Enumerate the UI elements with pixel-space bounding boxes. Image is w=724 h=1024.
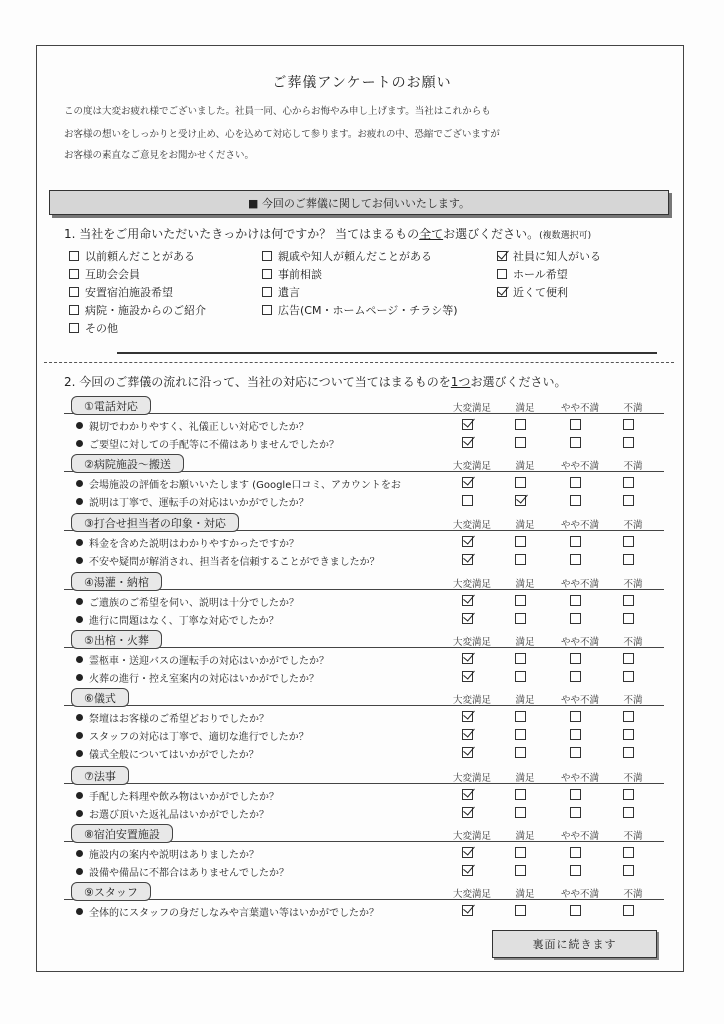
q1-option[interactable] xyxy=(262,284,300,300)
q2-item xyxy=(76,864,289,879)
rating-checkbox[interactable] xyxy=(570,905,581,916)
rating-checkbox[interactable] xyxy=(623,536,634,547)
q2-item xyxy=(76,436,339,451)
column-header: 不満 xyxy=(623,403,643,414)
rating-checkbox[interactable] xyxy=(623,477,634,488)
rating-checkbox[interactable] xyxy=(623,789,634,800)
q2-section-header xyxy=(64,690,664,706)
question-1-emphasis: 全て xyxy=(419,227,444,241)
q2-item-text: 全体的にスタッフの身だしなみや言葉遣い等はいかがでしたか？ xyxy=(89,908,379,919)
q1-option[interactable] xyxy=(69,284,173,300)
rating-checkbox[interactable] xyxy=(623,671,634,682)
rating-checkbox[interactable] xyxy=(623,847,634,858)
column-header: 大変満足 xyxy=(452,695,491,706)
rating-checkbox[interactable] xyxy=(462,419,473,430)
bullet-icon xyxy=(76,422,83,429)
q1-option-label: 以前頼んだことがある xyxy=(85,250,195,263)
q2-item xyxy=(76,728,309,743)
rating-checkbox[interactable] xyxy=(515,729,526,740)
column-header: 大変満足 xyxy=(452,403,491,414)
q2-item xyxy=(76,535,299,550)
q2-item-text: 親切でわかりやすく、礼儀正しい対応でしたか？ xyxy=(89,422,309,433)
column-header: 不満 xyxy=(623,579,643,590)
q2-section-header xyxy=(64,456,664,472)
column-header: 満足 xyxy=(515,637,535,648)
q2-item-text: お選び頂いた返礼品はいかがでしたか？ xyxy=(89,810,269,821)
rating-checkbox[interactable] xyxy=(462,747,473,758)
column-header: 不満 xyxy=(623,831,643,842)
checkbox[interactable] xyxy=(69,269,79,279)
q2-section-header xyxy=(64,574,664,590)
q2-item-text: 手配した料理や飲み物はいかがでしたか？ xyxy=(89,792,279,803)
rating-checkbox[interactable] xyxy=(462,847,473,858)
rating-checkbox[interactable] xyxy=(462,729,473,740)
q2-item xyxy=(76,806,269,821)
bullet-icon xyxy=(76,868,83,875)
question-1-note: (複数選択可) xyxy=(539,231,592,241)
column-header: 大変満足 xyxy=(452,637,491,648)
q2-item-text: 会場施設の評価をお願いいたします (Google口コミ、アカウントをお xyxy=(89,480,401,491)
rating-checkbox[interactable] xyxy=(570,595,581,606)
q2-item xyxy=(76,670,319,685)
rating-checkbox[interactable] xyxy=(462,437,473,448)
q1-option[interactable] xyxy=(262,302,458,318)
q1-option[interactable] xyxy=(262,266,322,282)
rating-checkbox[interactable] xyxy=(462,807,473,818)
q2-section-header xyxy=(64,398,664,414)
q2-item-text: 祭壇はお客様のご希望どおりでしたか？ xyxy=(89,714,269,725)
column-header: やや不満 xyxy=(560,831,599,842)
column-header: 満足 xyxy=(515,520,535,531)
bullet-icon xyxy=(76,732,83,739)
column-header: 大変満足 xyxy=(452,773,491,784)
intro-line-3: お客様の素直なご意見をお聞かせください。 xyxy=(64,150,255,161)
rating-checkbox[interactable] xyxy=(623,711,634,722)
rating-checkbox[interactable] xyxy=(623,554,634,565)
rating-checkbox[interactable] xyxy=(623,419,634,430)
rating-checkbox[interactable] xyxy=(515,419,526,430)
column-header: やや不満 xyxy=(560,579,599,590)
checkbox[interactable] xyxy=(262,269,272,279)
rating-checkbox[interactable] xyxy=(515,653,526,664)
intro-line-1: この度は大変お疲れ様でございました。社員一同、心からお悔やみ申し上げます。当社はこれからも xyxy=(64,106,491,117)
bullet-icon xyxy=(76,539,83,546)
q1-option-label: 安置宿泊施設希望 xyxy=(85,286,173,299)
intro-line-2: お客様の想いをしっかりと受け止め、心を込めて対応して参ります。お疲れの中、恐縮でございますが xyxy=(64,129,500,140)
bullet-icon xyxy=(76,750,83,757)
column-header: 不満 xyxy=(623,695,643,706)
bullet-icon xyxy=(76,908,83,915)
q1-option[interactable] xyxy=(69,248,195,264)
q2-item-text: 霊柩車・送迎バスの運転手の対応はいかがでしたか？ xyxy=(89,656,329,667)
bullet-icon xyxy=(76,792,83,799)
rating-checkbox[interactable] xyxy=(462,905,473,916)
rating-checkbox[interactable] xyxy=(623,807,634,818)
bullet-icon xyxy=(76,674,83,681)
rating-checkbox[interactable] xyxy=(515,613,526,624)
q2-item-text: 料金を含めた説明はわかりやすかったですか？ xyxy=(89,539,299,550)
column-header: 満足 xyxy=(515,831,535,842)
q1-option-label: 近くて便利 xyxy=(513,286,568,299)
section-label: ①電話対応 xyxy=(71,396,151,415)
bullet-icon xyxy=(76,714,83,721)
column-header: やや不満 xyxy=(560,889,599,900)
column-header: 大変満足 xyxy=(452,461,491,472)
continue-on-back-label: 裏面に続きます xyxy=(492,930,657,958)
column-header: 満足 xyxy=(515,889,535,900)
q2-item-text: 火葬の進行・控え室案内の対応はいかがでしたか？ xyxy=(89,674,319,685)
column-header: やや不満 xyxy=(560,403,599,414)
answer-line xyxy=(117,352,657,354)
checkbox[interactable] xyxy=(262,287,272,297)
section-label: ⑧宿泊安置施設 xyxy=(71,824,173,843)
q1-option-label: 互助会会員 xyxy=(85,268,140,281)
column-header: やや不満 xyxy=(560,773,599,784)
rating-checkbox[interactable] xyxy=(515,495,526,506)
q2-section-header xyxy=(64,515,664,531)
q1-option-label: ホール希望 xyxy=(513,268,568,281)
rating-checkbox[interactable] xyxy=(623,747,634,758)
column-header: やや不満 xyxy=(560,520,599,531)
rating-checkbox[interactable] xyxy=(462,536,473,547)
rating-checkbox[interactable] xyxy=(462,865,473,876)
column-header: 満足 xyxy=(515,695,535,706)
q1-option[interactable] xyxy=(69,320,118,336)
q1-option-label: 遺言 xyxy=(278,286,300,299)
column-header: 大変満足 xyxy=(452,520,491,531)
rating-checkbox[interactable] xyxy=(515,477,526,488)
q2-item xyxy=(76,788,279,803)
rating-checkbox[interactable] xyxy=(623,653,634,664)
rating-checkbox[interactable] xyxy=(570,671,581,682)
question-1-text-end: お選びください。 xyxy=(443,227,540,241)
q2-item xyxy=(76,846,259,861)
column-header: やや不満 xyxy=(560,695,599,706)
column-header: 満足 xyxy=(515,773,535,784)
section-label: ④湯灌・納棺 xyxy=(71,572,162,591)
q1-option-label: 病院・施設からのご紹介 xyxy=(85,304,206,317)
rating-checkbox[interactable] xyxy=(515,847,526,858)
rating-checkbox[interactable] xyxy=(462,613,473,624)
rating-checkbox[interactable] xyxy=(570,495,581,506)
q2-section-header xyxy=(64,768,664,784)
q1-option[interactable] xyxy=(69,266,140,282)
rating-checkbox[interactable] xyxy=(570,477,581,488)
rating-checkbox[interactable] xyxy=(515,536,526,547)
rating-checkbox[interactable] xyxy=(570,554,581,565)
rating-checkbox[interactable] xyxy=(462,653,473,664)
q2-item-text: ご遺族のご希望を伺い、説明は十分でしたか？ xyxy=(89,598,299,609)
question-2-text: 2. 今回のご葬儀の流れに沿って、当社の対応について当てはまるものを xyxy=(64,375,451,389)
section-label: ⑨スタッフ xyxy=(71,882,151,901)
q1-option-label: 広告(CM・ホームページ・チラシ等) xyxy=(278,304,458,317)
section-label: ⑤出棺・火葬 xyxy=(71,630,162,649)
column-header: 不満 xyxy=(623,520,643,531)
q2-item xyxy=(76,594,299,609)
q2-item xyxy=(76,612,279,627)
section-label: ⑦法事 xyxy=(71,766,129,785)
rating-checkbox[interactable] xyxy=(515,865,526,876)
bullet-icon xyxy=(76,498,83,505)
checkbox[interactable] xyxy=(69,287,79,297)
rating-checkbox[interactable] xyxy=(462,595,473,606)
column-header: 大変満足 xyxy=(452,831,491,842)
rating-checkbox[interactable] xyxy=(515,789,526,800)
rating-checkbox[interactable] xyxy=(462,711,473,722)
rating-checkbox[interactable] xyxy=(462,671,473,682)
column-header: 大変満足 xyxy=(452,889,491,900)
q2-item xyxy=(76,746,259,761)
bullet-icon xyxy=(76,440,83,447)
column-header: 不満 xyxy=(623,637,643,648)
rating-checkbox[interactable] xyxy=(570,807,581,818)
rating-checkbox[interactable] xyxy=(623,905,634,916)
q2-item xyxy=(76,494,309,509)
bullet-icon xyxy=(76,598,83,605)
q2-item-text: 施設内の案内や説明はありましたか？ xyxy=(89,850,259,861)
column-header: やや不満 xyxy=(560,461,599,472)
q2-item-text: 不安や疑問が解消され、担当者を信頼することができましたか？ xyxy=(89,557,380,568)
rating-checkbox[interactable] xyxy=(570,419,581,430)
rating-checkbox[interactable] xyxy=(462,554,473,565)
question-1-text: 1. 当社をご用命いただいたきっかけは何ですか？ 当てはまるもの xyxy=(64,227,420,241)
rating-checkbox[interactable] xyxy=(515,595,526,606)
rating-checkbox[interactable] xyxy=(623,437,634,448)
bullet-icon xyxy=(76,850,83,857)
q1-option-label: その他 xyxy=(85,322,118,335)
column-header: 不満 xyxy=(623,773,643,784)
q1-option-label: 社員に知人がいる xyxy=(513,250,601,263)
rating-checkbox[interactable] xyxy=(462,495,473,506)
checkbox[interactable] xyxy=(497,251,507,261)
section-label: ③打合せ担当者の印象・対応 xyxy=(71,513,239,532)
bullet-icon xyxy=(76,480,83,487)
column-header: 満足 xyxy=(515,579,535,590)
rating-checkbox[interactable] xyxy=(515,711,526,722)
column-header: 満足 xyxy=(515,461,535,472)
section-label: ②病院施設～搬送 xyxy=(71,454,184,473)
q1-option[interactable] xyxy=(69,302,206,318)
bullet-icon xyxy=(76,616,83,623)
q1-option[interactable] xyxy=(497,266,568,282)
rating-checkbox[interactable] xyxy=(515,671,526,682)
rating-checkbox[interactable] xyxy=(570,711,581,722)
question-2-emphasis: 1つ xyxy=(450,375,471,389)
checkbox[interactable] xyxy=(69,305,79,315)
q2-item-text: 進行に問題はなく、丁寧な対応でしたか？ xyxy=(89,616,279,627)
q2-section-header xyxy=(64,826,664,842)
rating-checkbox[interactable] xyxy=(570,536,581,547)
rating-checkbox[interactable] xyxy=(462,789,473,800)
q2-item-text: 設備や備品に不都合はありませんでしたか？ xyxy=(89,868,289,879)
rating-checkbox[interactable] xyxy=(570,847,581,858)
rating-checkbox[interactable] xyxy=(623,729,634,740)
checkbox[interactable] xyxy=(262,251,272,261)
q1-option-label: 親戚や知人が頼んだことがある xyxy=(278,250,432,263)
q2-item xyxy=(76,553,380,568)
rating-checkbox[interactable] xyxy=(570,747,581,758)
q2-item-text: ご要望に対しての手配等に不備はありませんでしたか？ xyxy=(89,440,339,451)
rating-checkbox[interactable] xyxy=(623,613,634,624)
column-header: 満足 xyxy=(515,403,535,414)
q2-item-text: 儀式全般についてはいかがでしたか？ xyxy=(89,750,259,761)
question-1-title xyxy=(64,225,591,242)
q2-section-header xyxy=(64,632,664,648)
q2-item xyxy=(76,904,379,919)
rating-checkbox[interactable] xyxy=(570,789,581,800)
question-2-text-end: お選びください。 xyxy=(470,375,567,389)
section-label: ⑥儀式 xyxy=(71,688,129,707)
checkbox[interactable] xyxy=(497,269,507,279)
rating-checkbox[interactable] xyxy=(623,495,634,506)
q1-option[interactable] xyxy=(497,248,601,264)
rating-checkbox[interactable] xyxy=(515,554,526,565)
checkbox[interactable] xyxy=(69,251,79,261)
rating-checkbox[interactable] xyxy=(462,477,473,488)
q2-section-header xyxy=(64,884,664,900)
column-header: 不満 xyxy=(623,889,643,900)
bullet-icon xyxy=(76,656,83,663)
column-header: 大変満足 xyxy=(452,579,491,590)
section-banner: ■ 今回のご葬儀に関してお伺いいたします。 xyxy=(49,190,669,215)
rating-checkbox[interactable] xyxy=(515,905,526,916)
q1-option-label: 事前相談 xyxy=(278,268,322,281)
q2-item xyxy=(76,652,329,667)
q2-item xyxy=(76,710,269,725)
rating-checkbox[interactable] xyxy=(623,595,634,606)
q2-item-text: 説明は丁寧で、運転手の対応はいかがでしたか？ xyxy=(89,498,309,509)
checkbox[interactable] xyxy=(497,287,507,297)
column-header: 不満 xyxy=(623,461,643,472)
rating-checkbox[interactable] xyxy=(623,865,634,876)
checkbox[interactable] xyxy=(262,305,272,315)
page-title: ご葬儀アンケートのお願い xyxy=(272,75,452,91)
q2-item xyxy=(76,418,309,433)
rating-checkbox[interactable] xyxy=(515,747,526,758)
question-2-title xyxy=(64,373,566,390)
q1-option[interactable] xyxy=(262,248,432,264)
checkbox[interactable] xyxy=(69,323,79,333)
bullet-icon xyxy=(76,557,83,564)
bullet-icon xyxy=(76,810,83,817)
rating-checkbox[interactable] xyxy=(570,437,581,448)
rating-checkbox[interactable] xyxy=(570,613,581,624)
rating-checkbox[interactable] xyxy=(570,653,581,664)
rating-checkbox[interactable] xyxy=(570,729,581,740)
rating-checkbox[interactable] xyxy=(570,865,581,876)
rating-checkbox[interactable] xyxy=(515,807,526,818)
rating-checkbox[interactable] xyxy=(515,437,526,448)
dashed-divider xyxy=(44,362,674,363)
q2-item-text: スタッフの対応は丁寧で、適切な進行でしたか？ xyxy=(89,732,309,743)
q2-item xyxy=(76,476,401,491)
column-header: やや不満 xyxy=(560,637,599,648)
q1-option[interactable] xyxy=(497,284,568,300)
